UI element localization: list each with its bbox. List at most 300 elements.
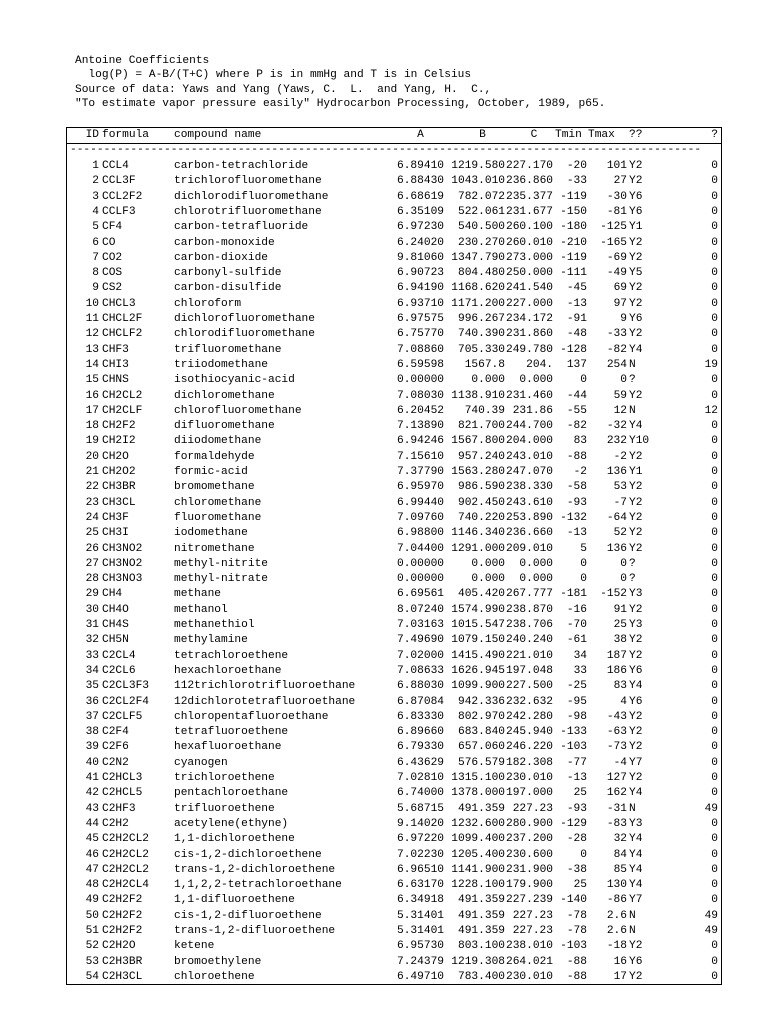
cell-c: 227.000 — [506, 297, 553, 310]
table-row — [67, 633, 721, 648]
cell-name: chlorodifluoromethane — [174, 328, 315, 341]
cell-a: 5.31401 — [397, 909, 444, 922]
cell-formula: C2HCL3 — [102, 772, 143, 784]
cell-tmax: 162 — [606, 787, 627, 800]
cell-id: 3 — [92, 190, 99, 203]
cell-b: 1291.000 — [451, 542, 505, 555]
cell-flag: Y4 — [629, 833, 643, 846]
cell-tmin: -91 — [566, 313, 587, 325]
cell-flag: Y6 — [629, 955, 643, 968]
cell-a: 6.95730 — [397, 940, 444, 953]
cell-formula: CO2 — [102, 251, 123, 264]
cell-b: 1563.280 — [451, 466, 505, 478]
antoine-table — [66, 127, 722, 985]
cell-id: 33 — [85, 649, 99, 662]
cell-id: 24 — [85, 511, 99, 524]
cell-tmax: 25 — [613, 619, 627, 631]
cell-name: carbon-tetrachloride — [174, 160, 309, 172]
cell-a: 6.93710 — [397, 297, 444, 310]
cell-a: 6.68619 — [397, 190, 444, 203]
cell-tmin: -98 — [566, 710, 587, 723]
cell-tmin: -119 — [560, 251, 587, 264]
cell-tmax: -152 — [600, 588, 627, 601]
cell-tmin: 0 — [580, 557, 587, 570]
dashed-separator: ---------------------------------------------------------------------------------------------- — [70, 144, 702, 156]
cell-tmax: 9 — [620, 313, 627, 325]
cell-note: 0 — [711, 511, 718, 524]
cell-c: 227.23 — [512, 909, 553, 922]
cell-a: 6.35109 — [397, 205, 444, 218]
cell-b: 1232.600 — [451, 817, 505, 830]
cell-name: 1,1,2,2-tetrachloroethane — [174, 879, 342, 892]
cell-a: 6.69561 — [397, 588, 444, 601]
cell-c: 241.540 — [506, 282, 553, 295]
cell-b: 705.330 — [458, 343, 505, 356]
table-row — [67, 190, 721, 205]
cell-flag: Y2 — [629, 496, 643, 509]
cell-tmin: -58 — [566, 481, 587, 494]
cell-formula: CH2CL2 — [102, 389, 143, 402]
table-row — [67, 526, 721, 541]
cell-b: 491.359 — [458, 925, 505, 937]
cell-flag: Y2 — [629, 940, 643, 953]
cell-name: hexafluoroethane — [174, 741, 282, 754]
cell-c: 238.010 — [506, 940, 553, 953]
cell-id: 51 — [85, 925, 99, 937]
cell-a: 6.99440 — [397, 496, 444, 509]
cell-b: 740.220 — [458, 511, 505, 524]
cell-name: dichloromethane — [174, 389, 275, 402]
table-row — [67, 756, 721, 771]
cell-b: 540.500 — [458, 221, 505, 234]
cell-name: cis-1,2-difluoroethene — [174, 909, 322, 922]
cell-flag: Y2 — [629, 634, 643, 647]
cell-formula: CHNS — [102, 374, 129, 387]
cell-flag: Y2 — [629, 741, 643, 754]
cell-tmax: 4 — [620, 695, 627, 708]
cell-tmax: 83 — [613, 680, 627, 693]
cell-note: 49 — [704, 802, 718, 815]
cell-b: 1043.010 — [451, 175, 505, 188]
cell-a: 7.15610 — [397, 450, 444, 463]
cell-a: 7.49690 — [397, 634, 444, 647]
cell-id: 35 — [85, 680, 99, 693]
cell-id: 39 — [85, 741, 99, 754]
cell-c: 273.000 — [506, 251, 553, 264]
cell-note: 0 — [711, 496, 718, 509]
cell-flag: Y4 — [629, 879, 643, 892]
table-row — [67, 740, 721, 755]
cell-a: 7.37790 — [397, 466, 444, 478]
cell-note: 0 — [711, 466, 718, 478]
cell-tmax: 254 — [606, 358, 627, 371]
col-header-formula: formula — [102, 129, 149, 141]
cell-flag: Y2 — [629, 328, 643, 341]
cell-a: 6.59598 — [397, 358, 444, 371]
cell-a: 6.94246 — [397, 435, 444, 448]
cell-note: 0 — [711, 634, 718, 647]
cell-formula: CH3I — [102, 527, 129, 540]
cell-a: 6.49710 — [397, 970, 444, 983]
cell-name: nitromethane — [174, 542, 255, 555]
cell-c: 204. — [526, 358, 553, 371]
cell-id: 54 — [85, 970, 99, 983]
cell-tmax: 97 — [613, 297, 627, 310]
table-row — [67, 848, 721, 863]
cell-a: 7.02000 — [397, 649, 444, 662]
cell-formula: CH3NO2 — [102, 542, 143, 555]
table-row — [67, 358, 721, 373]
cell-flag: Y3 — [629, 588, 643, 601]
cell-note: 0 — [711, 236, 718, 249]
cell-formula: CHCL3 — [102, 297, 136, 310]
table-row — [67, 786, 721, 801]
table-row — [67, 465, 721, 480]
col-header-tmin: Tmin — [555, 129, 582, 141]
cell-formula: CH3BR — [102, 481, 136, 494]
cell-id: 31 — [85, 619, 99, 631]
cell-tmin: -78 — [566, 925, 587, 937]
table-row — [67, 220, 721, 235]
table-row — [67, 389, 721, 404]
cell-flag: Y1 — [629, 466, 643, 478]
cell-note: 0 — [711, 343, 718, 356]
table-row — [67, 710, 721, 725]
cell-tmax: 127 — [606, 772, 627, 784]
cell-formula: C2H2F2 — [102, 909, 143, 922]
cell-note: 0 — [711, 710, 718, 723]
cell-b: 1567.800 — [451, 435, 505, 448]
cell-id: 4 — [92, 205, 99, 218]
cell-tmax: 101 — [606, 160, 627, 172]
cell-note: 0 — [711, 879, 718, 892]
cell-a: 6.89410 — [397, 160, 444, 172]
cell-flag: ? — [629, 557, 636, 570]
cell-b: 902.450 — [458, 496, 505, 509]
cell-tmin: 83 — [573, 435, 587, 448]
cell-tmax: -63 — [606, 726, 627, 739]
table-row — [67, 236, 721, 251]
cell-tmax: 2.6 — [606, 909, 627, 922]
cell-id: 7 — [92, 251, 99, 264]
cell-id: 36 — [85, 695, 99, 708]
cell-c: 260.100 — [506, 221, 553, 234]
cell-b: 1146.340 — [451, 527, 505, 540]
cell-note: 0 — [711, 619, 718, 631]
cell-b: 1567.8 — [464, 358, 505, 371]
cell-formula: C2H3BR — [102, 955, 143, 968]
cell-note: 0 — [711, 772, 718, 784]
cell-b: 1138.910 — [451, 389, 505, 402]
cell-id: 28 — [85, 573, 99, 586]
cell-tmin: -150 — [560, 205, 587, 218]
cell-a: 7.04400 — [397, 542, 444, 555]
cell-formula: COS — [102, 267, 123, 280]
cell-formula: C2CL2F4 — [102, 695, 149, 708]
cell-id: 25 — [85, 527, 99, 540]
cell-c: 179.900 — [506, 879, 553, 892]
cell-tmin: -38 — [566, 863, 587, 876]
cell-b: 1015.547 — [451, 619, 505, 631]
cell-note: 0 — [711, 894, 718, 907]
cell-tmax: 12 — [613, 404, 627, 417]
cell-tmin: 0 — [580, 374, 587, 387]
table-row — [67, 817, 721, 832]
cell-name: chloroform — [174, 297, 242, 310]
cell-note: 0 — [711, 328, 718, 341]
cell-tmin: -140 — [560, 894, 587, 907]
cell-name: tetrafluoroethene — [174, 726, 289, 739]
cell-formula: CHCLF2 — [102, 328, 143, 341]
cell-formula: CH5N — [102, 634, 129, 647]
cell-a: 6.24020 — [397, 236, 444, 249]
cell-tmax: 130 — [606, 879, 627, 892]
cell-name: cyanogen — [174, 756, 228, 769]
cell-formula: C2CLF5 — [102, 710, 143, 723]
cell-c: 197.000 — [506, 787, 553, 800]
cell-c: 242.280 — [506, 710, 553, 723]
cell-note: 0 — [711, 588, 718, 601]
cell-a: 7.03163 — [397, 619, 444, 631]
cell-formula: CHF3 — [102, 343, 129, 356]
cell-id: 52 — [85, 940, 99, 953]
cell-c: 234.172 — [506, 313, 553, 325]
cell-c: 197.048 — [506, 664, 553, 677]
cell-tmax: -32 — [606, 420, 627, 433]
cell-formula: C2H2 — [102, 817, 129, 830]
cell-c: 0.000 — [519, 573, 553, 586]
cell-b: 0.000 — [471, 557, 505, 570]
cell-note: 0 — [711, 527, 718, 540]
cell-flag: Y6 — [629, 190, 643, 203]
cell-flag: Y4 — [629, 420, 643, 433]
cell-b: 1141.900 — [451, 863, 505, 876]
cell-b: 942.336 — [458, 695, 505, 708]
cell-c: 260.010 — [506, 236, 553, 249]
cell-tmin: 5 — [580, 542, 587, 555]
cell-c: 238.330 — [506, 481, 553, 494]
cell-b: 491.359 — [458, 894, 505, 907]
cell-name: trichloroethene — [174, 772, 275, 784]
cell-c: 209.010 — [506, 542, 553, 555]
cell-name: chlorotrifluoromethane — [174, 205, 322, 218]
cell-note: 0 — [711, 374, 718, 387]
cell-c: 243.610 — [506, 496, 553, 509]
cell-b: 1315.100 — [451, 772, 505, 784]
cell-id: 42 — [85, 787, 99, 800]
cell-flag: N — [629, 925, 636, 937]
cell-a: 6.79330 — [397, 741, 444, 754]
cell-c: 231.86 — [512, 404, 553, 417]
cell-id: 50 — [85, 909, 99, 922]
cell-note: 0 — [711, 267, 718, 280]
cell-flag: Y2 — [629, 726, 643, 739]
cell-tmin: 0 — [580, 848, 587, 861]
cell-note: 0 — [711, 863, 718, 876]
cell-flag: Y2 — [629, 511, 643, 524]
cell-tmin: -77 — [566, 756, 587, 769]
cell-tmin: -93 — [566, 802, 587, 815]
cell-tmin: -133 — [560, 726, 587, 739]
cell-flag: Y2 — [629, 282, 643, 295]
cell-formula: CH3F — [102, 511, 129, 524]
cell-note: 0 — [711, 160, 718, 172]
table-row — [67, 863, 721, 878]
cell-tmin: -103 — [560, 940, 587, 953]
cell-name: diiodomethane — [174, 435, 262, 448]
cell-b: 957.240 — [458, 450, 505, 463]
cell-id: 44 — [85, 817, 99, 830]
cell-tmin: -55 — [566, 404, 587, 417]
cell-id: 32 — [85, 634, 99, 647]
cell-name: formic-acid — [174, 466, 248, 478]
cell-tmax: -73 — [606, 741, 627, 754]
cell-formula: CHCL2F — [102, 313, 143, 325]
cell-tmin: -16 — [566, 603, 587, 616]
cell-name: chloroethene — [174, 970, 255, 983]
table-row — [67, 174, 721, 189]
cell-flag: Y6 — [629, 664, 643, 677]
cell-tmin: -13 — [566, 527, 587, 540]
cell-name: difluoromethane — [174, 420, 275, 433]
table-row — [67, 327, 721, 342]
cell-b: 1219.308 — [451, 955, 505, 968]
document-header — [75, 54, 605, 111]
cell-tmin: -180 — [560, 221, 587, 234]
cell-c: 221.010 — [506, 649, 553, 662]
cell-name: 1,1-dichloroethene — [174, 833, 295, 846]
cell-tmax: -49 — [606, 267, 627, 280]
cell-id: 13 — [85, 343, 99, 356]
cell-a: 6.43629 — [397, 756, 444, 769]
cell-b: 230.270 — [458, 236, 505, 249]
cell-tmax: -18 — [606, 940, 627, 953]
cell-note: 0 — [711, 190, 718, 203]
cell-tmin: 25 — [573, 787, 587, 800]
cell-id: 11 — [85, 313, 99, 325]
cell-b: 996.267 — [458, 313, 505, 325]
cell-formula: CH4 — [102, 588, 123, 601]
cell-formula: C2H2F2 — [102, 925, 143, 937]
cell-tmin: -61 — [566, 634, 587, 647]
cell-flag: Y2 — [629, 772, 643, 784]
cell-name: bromomethane — [174, 481, 255, 494]
cell-formula: C2CL3F3 — [102, 680, 149, 693]
cell-name: methanol — [174, 603, 228, 616]
cell-flag: ? — [629, 573, 636, 586]
table-row — [67, 480, 721, 495]
cell-c: 182.308 — [506, 756, 553, 769]
cell-id: 34 — [85, 664, 99, 677]
cell-flag: Y3 — [629, 817, 643, 830]
cell-flag: Y10 — [629, 435, 650, 448]
cell-name: chloromethane — [174, 496, 262, 509]
cell-b: 0.000 — [471, 573, 505, 586]
table-row — [67, 159, 721, 174]
cell-id: 29 — [85, 588, 99, 601]
cell-b: 576.579 — [458, 756, 505, 769]
cell-id: 1 — [92, 160, 99, 172]
cell-id: 2 — [92, 175, 99, 188]
cell-name: trans-1,2-dichloroethene — [174, 863, 336, 876]
cell-b: 1079.150 — [451, 634, 505, 647]
cell-note: 0 — [711, 282, 718, 295]
cell-id: 49 — [85, 894, 99, 907]
cell-b: 802.970 — [458, 710, 505, 723]
cell-note: 0 — [711, 833, 718, 846]
cell-c: 238.870 — [506, 603, 553, 616]
cell-tmin: -25 — [566, 680, 587, 693]
cell-tmax: -33 — [606, 328, 627, 341]
cell-formula: CCLF3 — [102, 205, 136, 218]
cell-id: 19 — [85, 435, 99, 448]
cell-id: 40 — [85, 756, 99, 769]
cell-b: 491.359 — [458, 802, 505, 815]
cell-id: 46 — [85, 848, 99, 861]
table-row — [67, 343, 721, 358]
cell-note: 0 — [711, 726, 718, 739]
cell-formula: CH4O — [102, 603, 129, 616]
cell-name: trichlorofluoromethane — [174, 175, 322, 188]
cell-b: 683.840 — [458, 726, 505, 739]
cell-note: 0 — [711, 787, 718, 800]
table-row — [67, 725, 721, 740]
cell-flag: N — [629, 802, 636, 815]
cell-flag: Y6 — [629, 205, 643, 218]
cell-tmin: -2 — [573, 466, 587, 478]
cell-name: iodomethane — [174, 527, 248, 540]
cell-formula: C2N2 — [102, 756, 129, 769]
cell-name: trifluoromethane — [174, 343, 282, 356]
cell-tmin: -93 — [566, 496, 587, 509]
cell-name: trans-1,2-difluoroethene — [174, 925, 336, 937]
cell-formula: CCL2F2 — [102, 190, 143, 203]
cell-a: 8.07240 — [397, 603, 444, 616]
cell-tmin: -28 — [566, 833, 587, 846]
cell-tmax: -30 — [606, 190, 627, 203]
table-row — [67, 496, 721, 511]
table-row — [67, 205, 721, 220]
col-header-b: B — [479, 129, 486, 141]
cell-tmax: 0 — [620, 557, 627, 570]
cell-tmax: -31 — [606, 802, 627, 815]
cell-tmin: -45 — [566, 282, 587, 295]
cell-c: 250.000 — [506, 267, 553, 280]
cell-note: 0 — [711, 970, 718, 983]
cell-c: 235.377 — [506, 190, 553, 203]
table-row — [67, 297, 721, 312]
cell-tmax: 69 — [613, 282, 627, 295]
cell-note: 0 — [711, 573, 718, 586]
table-row — [67, 771, 721, 786]
cell-c: 227.23 — [512, 802, 553, 815]
cell-formula: CCL4 — [102, 160, 129, 172]
cell-note: 0 — [711, 542, 718, 555]
cell-tmin: -181 — [560, 588, 587, 601]
cell-tmin: -48 — [566, 328, 587, 341]
cell-name: isothiocyanic-acid — [174, 374, 295, 387]
cell-a: 6.88030 — [397, 680, 444, 693]
cell-note: 0 — [711, 420, 718, 433]
table-row — [67, 955, 721, 970]
cell-c: 230.600 — [506, 848, 553, 861]
cell-b: 740.39 — [464, 404, 505, 417]
cell-tmax: 0 — [620, 374, 627, 387]
table-row — [67, 832, 721, 847]
cell-tmin: -95 — [566, 695, 587, 708]
cell-flag: Y4 — [629, 680, 643, 693]
cell-id: 43 — [85, 802, 99, 815]
